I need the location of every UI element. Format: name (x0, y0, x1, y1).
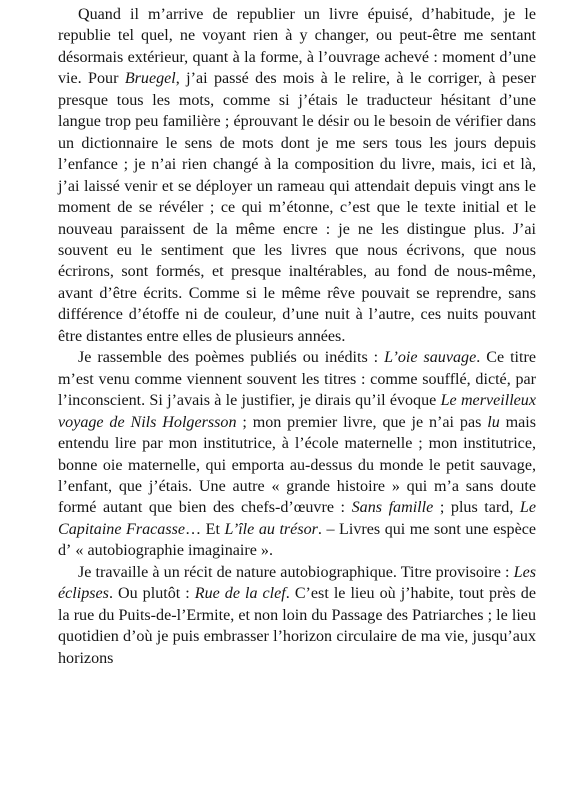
italic-text-run: Rue de la clef (194, 585, 286, 603)
italic-text-run: L’oie sauvage (384, 349, 477, 367)
document-page (58, 4, 536, 669)
text-run: ; plus tard, (433, 499, 520, 517)
italic-text-run: lu (487, 413, 500, 431)
text-run: Je travaille à un récit de nature autobiographique. Titre provisoire : (78, 563, 514, 581)
text-run: . Ce titre m’est venu comme viennent souvent les titres : comme soufflé, dicté, par l’inconscient. Si j’avais à le justifier, je dirais qu’il évoque (58, 349, 536, 410)
text-run: Quand il m’arrive de republier un livre épuisé, d’habitude, je le republie tel quel, ne voyant rien à y changer, ou peut-être me sentant désormais extérieur, quant à la forme, à l’ouvrage achevé : moment d’une vie. Pour (58, 6, 536, 88)
text-run: … Et (185, 520, 225, 538)
text-run: , j’ai passé des mois à le relire, à le corriger, à peser presque tous les mots, comme si j’étais le traducteur hésitant d’une langue trop peu familière ; éprouvant le désir ou le besoin de vérifier dans un dictionnaire le sens de mots dont je me sers tous les jours depuis l’enfance ; je n’ai rien changé à la composition du livre, mais, ici et là, j’ai laissé venir et se déployer un rameau qui attendait depuis vingt ans le moment de se révéler ; ce qui m’étonne, c’est que le texte initial et le nouveau paraissent de la même encre : je ne les distingue plus. J’ai souvent eu le sentiment que les livres que nous écrivons, que nous écrirons, sont formés, et presque inaltérables, au fond de nous-même, avant d’être écrits. Comme si le même rêve pouvait se reprendre, sans différence d’étoffe ni de couleur, d’une nuit à l’autre, ces nuits pouvant être distantes entre elles de plusieurs années. (58, 70, 536, 345)
italic-text-run: L’île au trésor (224, 520, 318, 538)
text-run: . – Livres qui me sont une espèce d’ « autobiographie imaginaire ». (58, 520, 536, 560)
text-run: Je rassemble des poèmes publiés ou inédits : (78, 349, 385, 367)
paragraph-3 (58, 562, 536, 669)
italic-text-run: Les éclipses (58, 563, 536, 603)
italic-text-run: Le Capitaine Fracasse (58, 499, 537, 538)
text-run: . C’est le lieu où j’habite, tout près de la rue du Puits-de-l’Ermite, et non loin du Passage des Patriarches ; le lieu quotidien d’où je puis embrasser l’horizon circulaire de ma vie, jusqu’aux horizons (58, 585, 536, 667)
paragraph-1 (58, 4, 536, 347)
italic-text-run: Le merveilleux voyage de Nils Holgersson (58, 392, 537, 431)
text-run: ; mon premier livre, que je n’ai pas (236, 413, 488, 431)
paragraph-2 (58, 347, 536, 562)
italic-text-run: Sans famille (351, 499, 434, 517)
text-run: . Ou plutôt : (108, 585, 195, 603)
italic-text-run: Bruegel (124, 70, 176, 88)
text-run: mais entendu lire par mon institutrice, à l’école maternelle ; mon institutrice, bonne oie maternelle, qui emporta au-dessus du monde le petit sauvage, l’enfant, que j’étais. Une autre « grande histoire » qui m’a sans doute formé autant que bien des chefs-d’œuvre : (58, 413, 537, 517)
